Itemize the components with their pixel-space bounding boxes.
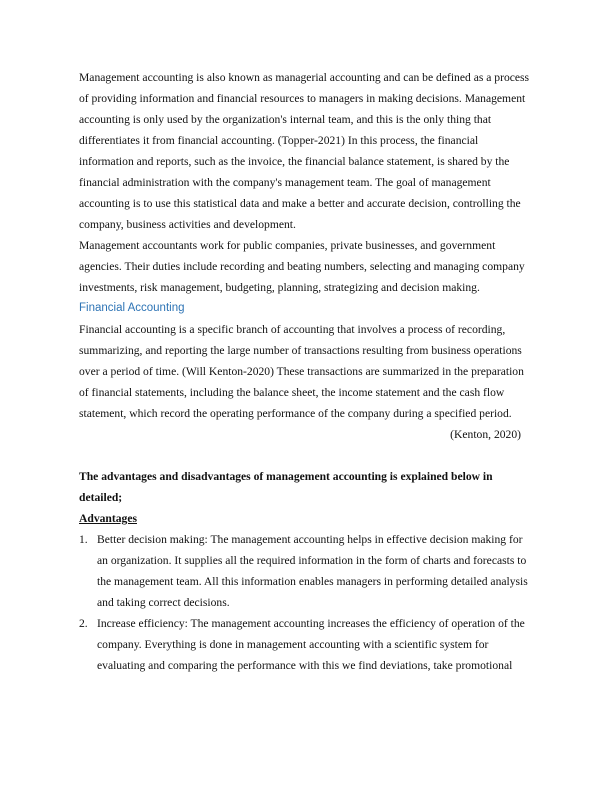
advantages-heading: Advantages [79, 512, 137, 525]
list-item [79, 613, 534, 676]
financial-paragraph: Financial accounting is a specific branch of accounting that involves a process of recording, summarizing, and reporting the large number of transactions resulting from business operations over a period of time. (Will Kenton-2020) These transactions are summarized in the preparation of financial statements, including the balance sheet, the income statement and the cash flow statement, which record the operating performance of the company during a specified period. [79, 323, 524, 420]
accountants-paragraph: Management accountants work for public companies, private businesses, and government agencies. Their duties include recording and beating numbers, selecting and managing company investments, risk management, budgeting, planning, strategizing and decision making. [79, 239, 525, 294]
intro-paragraph: Management accounting is also known as managerial accounting and can be defined as a process of providing information and financial resources to managers in making decisions. Management accounting is only used by the organization's internal team, and this is the only thing that differentiates it from financial accounting. (Topper-2021) In this process, the financial information and reports, such as the invoice, the financial balance statement, is shared by the financial administration with the company's management team. The goal of management accounting is to use this statistical data and make a better and accurate decision, controlling the company, business activities and development. [79, 71, 530, 231]
list-item-text: Better decision making: The management accounting helps in effective decision making for an organization. It supplies all the required information in the form of charts and forecasts to the management team. All this information enables managers in performing detailed analysis and taking correct decisions. [97, 533, 528, 609]
advantages-list [79, 529, 534, 676]
list-item-text: Increase efficiency: The management accounting increases the efficiency of operation of the company. Everything is done in management accounting with a scientific system for evaluating and comparing the performance with this we find deviations, take promotional [97, 617, 525, 672]
page-content [79, 67, 534, 676]
advantages-intro: The advantages and disadvantages of management accounting is explained below in detailed; [79, 470, 493, 504]
list-item-number: 2. [79, 617, 88, 630]
financial-accounting-heading: Financial Accounting [79, 302, 185, 314]
list-item-number: 1. [79, 533, 88, 546]
citation: (Kenton, 2020) [450, 428, 521, 441]
spacer [79, 445, 534, 466]
list-item [79, 529, 534, 613]
